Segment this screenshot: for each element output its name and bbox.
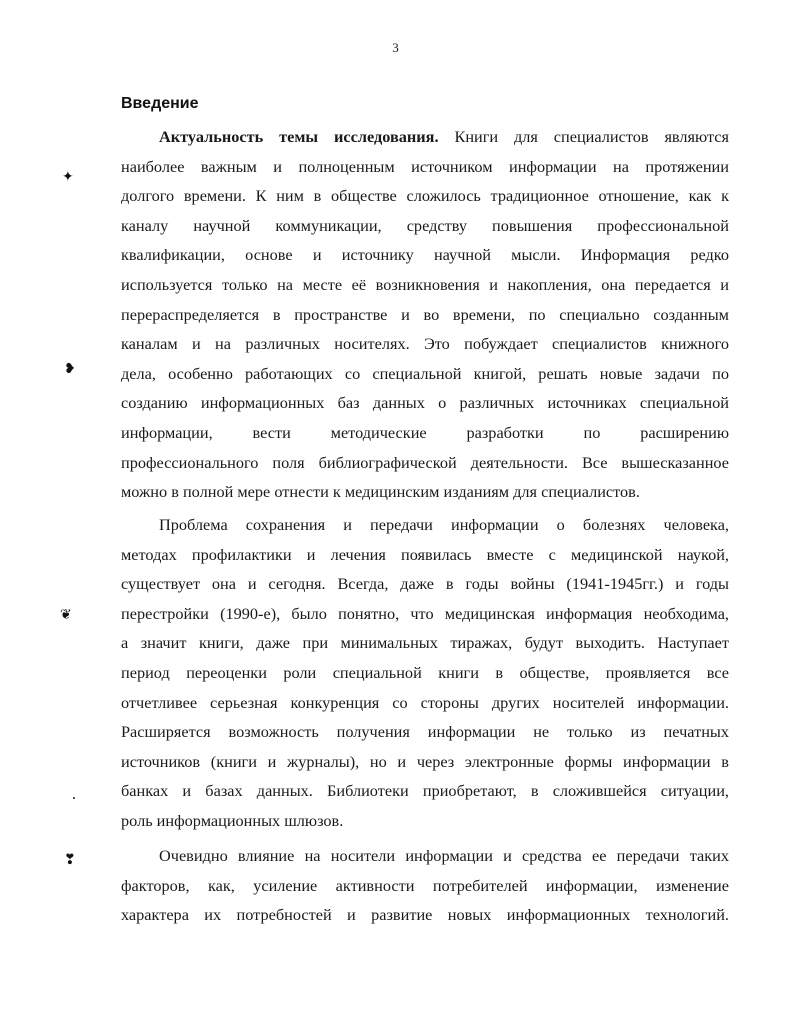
text-line: методах профилактики и лечения появилась вместе с медицинской наукой, xyxy=(121,544,729,564)
text-line: квалификации, основе и источнику научной мысли. Информация редко xyxy=(121,245,729,265)
text-line: перераспределяется в пространстве и во времени, по специально созданным xyxy=(121,304,729,324)
text-line: Очевидно влияние на носители информации и средства ее передачи таких xyxy=(159,846,729,865)
margin-mark-icon: ❥ xyxy=(64,361,76,377)
section-heading: Введение xyxy=(121,95,199,112)
text-line: созданию информационных баз данных о различных источниках специальной xyxy=(121,393,729,413)
paragraph-information-problem xyxy=(121,510,729,836)
text-line: дела, особенно работающих со специальной книгой, решать новые задачи по xyxy=(121,363,729,383)
text-line: Расширяется возможность получения информации не только из печатных xyxy=(121,722,729,742)
paragraph-factors xyxy=(121,841,729,930)
text-line: банках и базах данных. Библиотеки приобретают, в сложившейся ситуации, xyxy=(121,781,729,801)
text-line: Актуальность темы исследования. Книги для специалистов являются xyxy=(159,127,729,146)
page-number: 3 xyxy=(392,40,399,55)
text-line: характера их потребностей и развитие новых информационных технологий. xyxy=(121,905,729,925)
margin-mark-icon: ❣ xyxy=(64,852,76,868)
text-line: перестройки (1990-е), было понятно, что медицинская информация необходима, xyxy=(121,603,729,623)
paragraph-relevance xyxy=(121,122,729,507)
text-line: а значит книги, даже при минимальных тиражах, будут выходить. Наступает xyxy=(121,633,729,653)
text-line: наиболее важным и полноценным источником информации на протяжении xyxy=(121,156,729,176)
text-line: долгого времени. К ним в обществе сложилось традиционное отношение, как к xyxy=(121,186,729,206)
text-line: Проблема сохранения и передачи информации о болезнях человека, xyxy=(159,515,729,534)
text-line: информации, вести методические разработки по расширению xyxy=(121,422,729,442)
text-line: источников (книги и журналы), но и через электронные формы информации в xyxy=(121,751,729,771)
margin-mark-icon: ✦ xyxy=(62,169,74,185)
text-line: каналу научной коммуникации, средству повышения профессиональной xyxy=(121,215,729,235)
text-line: каналам и на различных носителях. Это побуждает специалистов книжного xyxy=(121,334,729,354)
text-line: период переоценки роли специальной книги в обществе, проявляется все xyxy=(121,662,729,682)
text-line: факторов, как, усиление активности потребителей информации, изменение xyxy=(121,875,729,895)
text-line: отчетливее серьезная конкуренция со стороны других носителей информации. xyxy=(121,692,729,712)
text-line: роль информационных шлюзов. xyxy=(121,810,344,830)
margin-mark-icon: ❦ xyxy=(60,607,72,623)
text-line: используется только на месте её возникновения и накопления, она передается и xyxy=(121,274,729,294)
scan-speck xyxy=(73,797,75,799)
text-line: существует она и сегодня. Всегда, даже в годы войны (1941-1945гг.) и годы xyxy=(121,574,729,594)
text-line: можно в полной мере отнести к медицинским изданиям для специалистов. xyxy=(121,482,640,502)
bold-lead-phrase: Актуальность темы исследования. xyxy=(159,127,439,146)
text-line: профессионального поля библиографической деятельности. Все вышесказанное xyxy=(121,452,729,472)
